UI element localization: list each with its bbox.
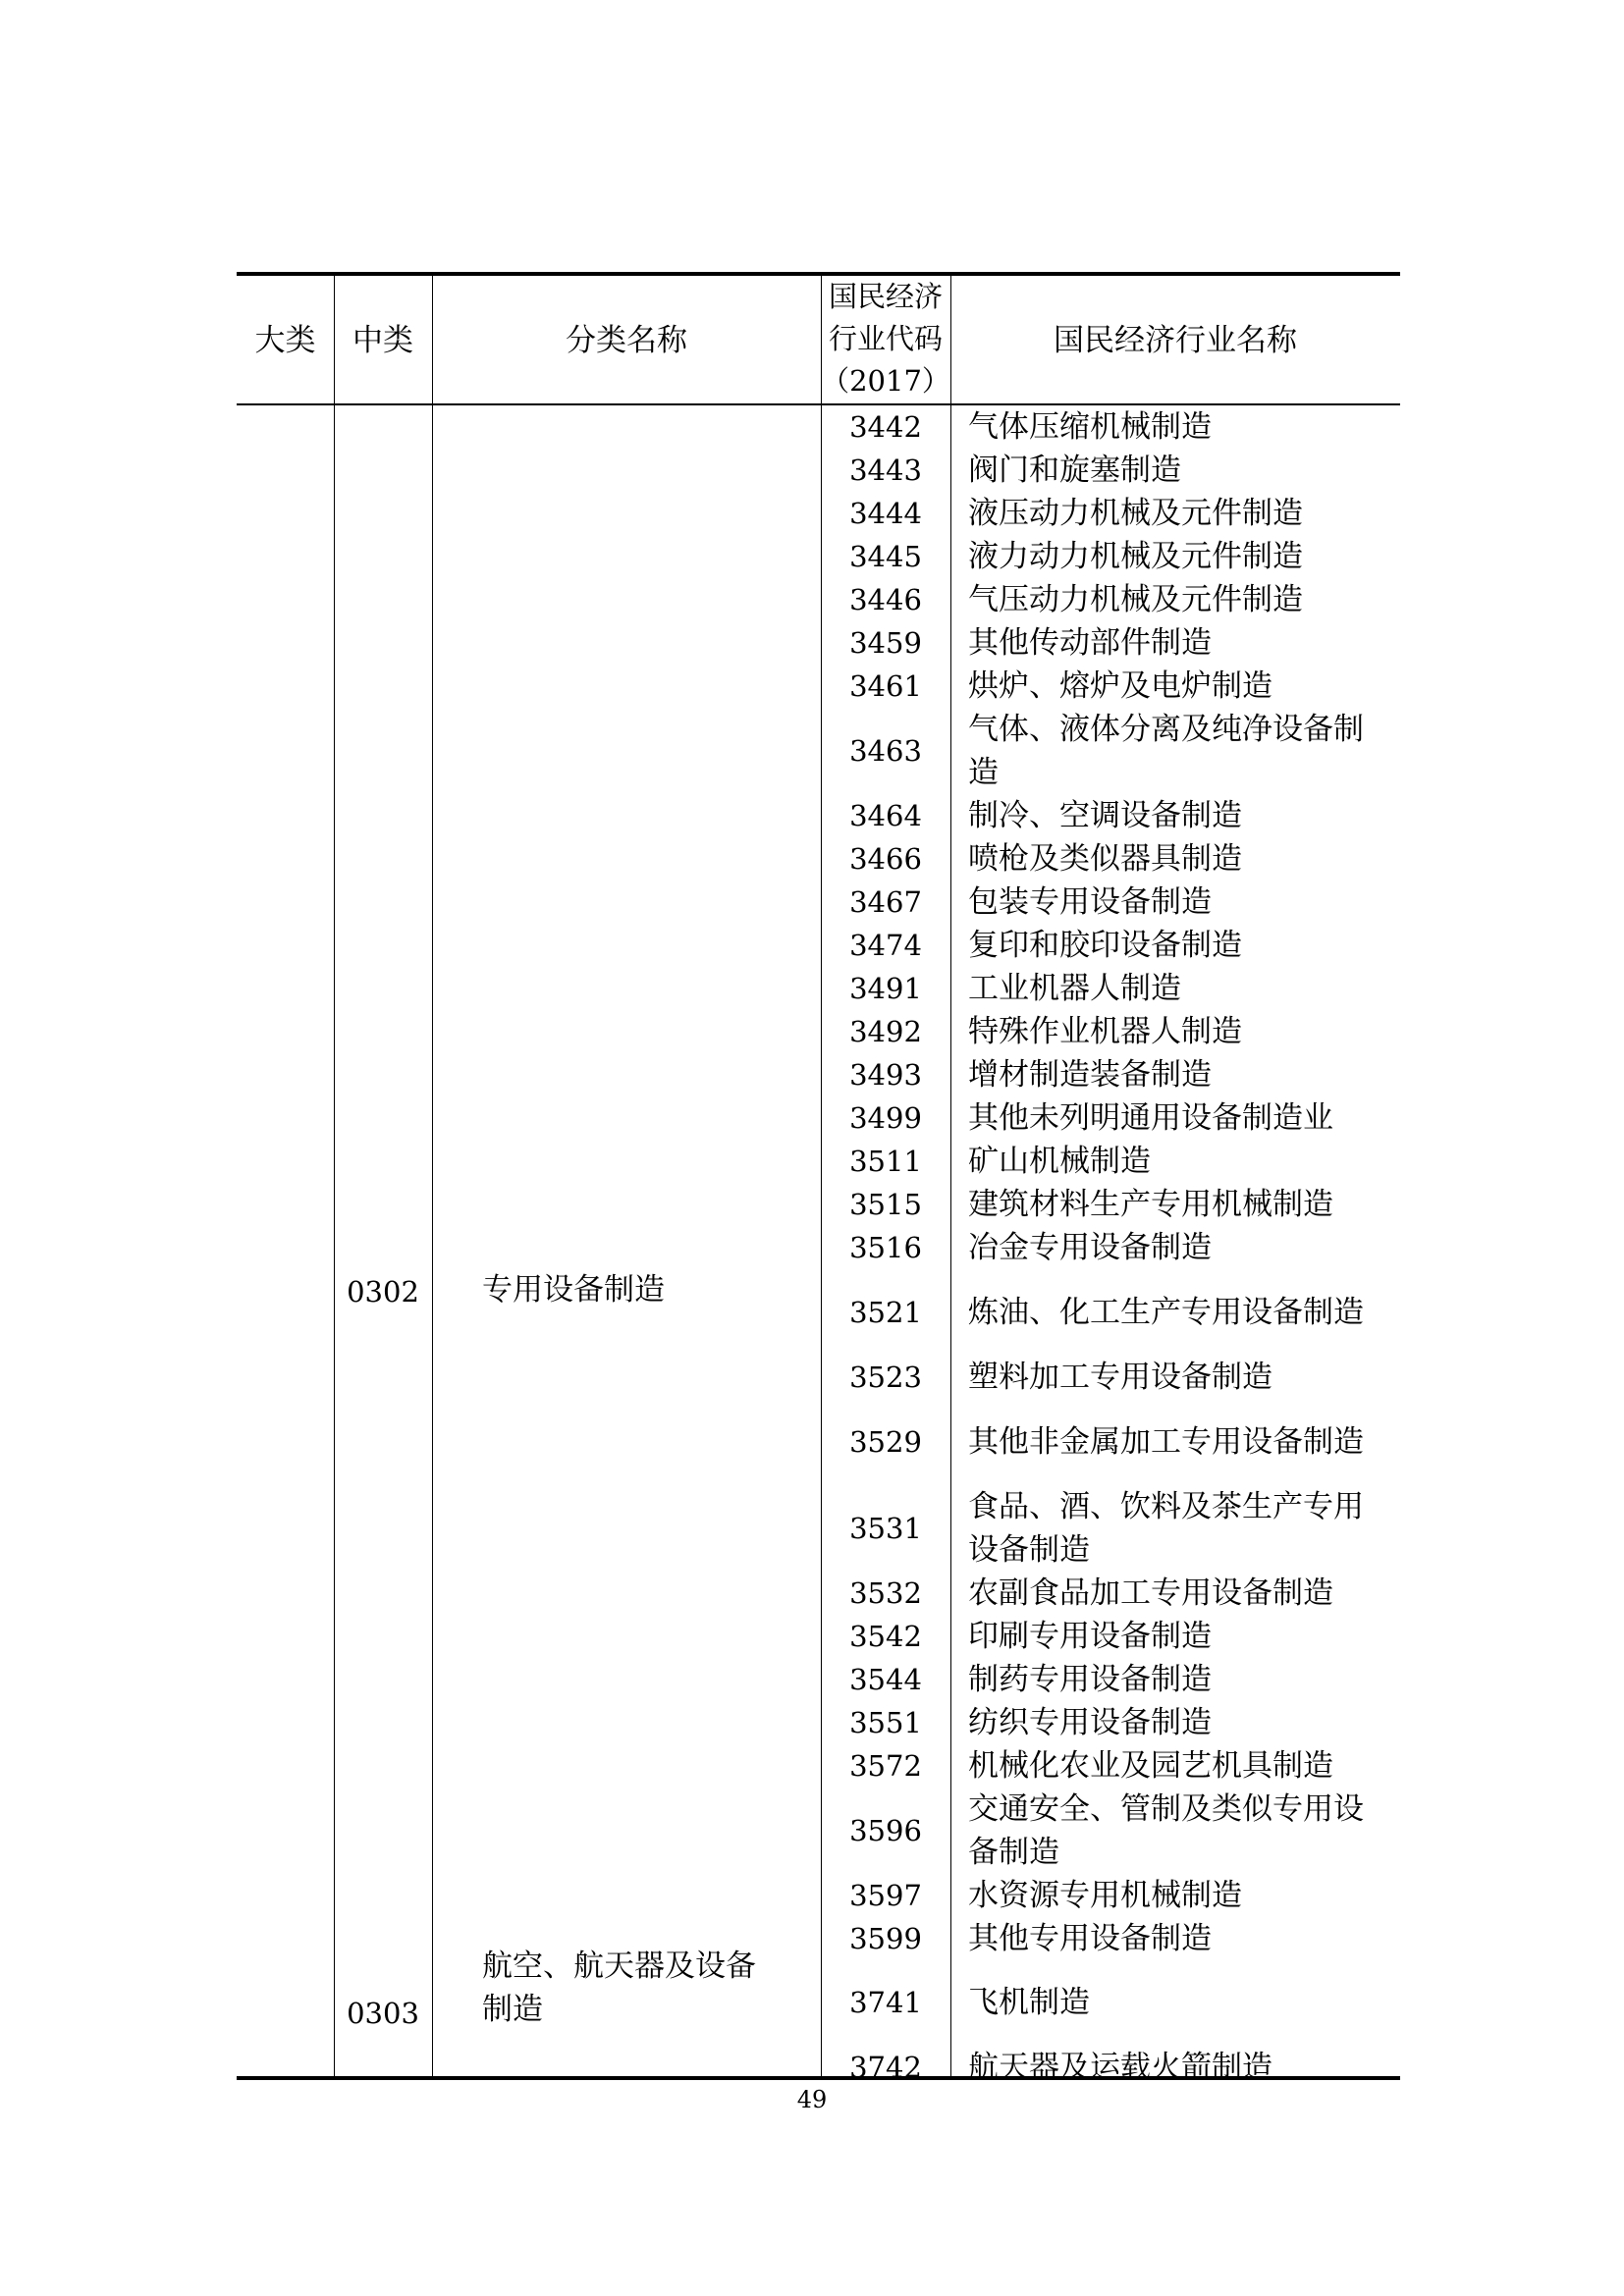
industry-name: 交通安全、管制及类似专用设备制造 <box>968 1791 1364 1870</box>
industry-name: 阀门和旋塞制造 <box>968 453 1181 488</box>
table-row <box>237 1399 1400 1485</box>
header-middle-category: 中类 <box>352 323 413 358</box>
industry-code: 3444 <box>849 497 922 530</box>
header-class-name: 分类名称 <box>566 323 687 358</box>
table-row <box>237 1140 1400 1183</box>
table-row <box>237 578 1400 621</box>
industry-code: 3499 <box>849 1101 922 1135</box>
industry-name: 增材制造装备制造 <box>968 1057 1212 1093</box>
table-row <box>237 621 1400 665</box>
class-name-line2: 制造 <box>482 1992 543 2027</box>
industry-code: 3459 <box>849 626 922 660</box>
industry-name: 航天器及运载火箭制造 <box>968 2049 1272 2085</box>
table-row <box>237 881 1400 924</box>
industry-code: 3529 <box>849 1425 922 1459</box>
table-row <box>237 1096 1400 1140</box>
table-row <box>237 1744 1400 1788</box>
industry-code: 3521 <box>849 1296 922 1329</box>
table-row <box>237 1960 1400 2045</box>
table-row <box>237 1615 1400 1658</box>
industry-code: 3467 <box>849 885 922 919</box>
page-number: 49 <box>796 2086 828 2113</box>
industry-code: 3572 <box>849 1749 922 1783</box>
industry-code: 3466 <box>849 842 922 876</box>
industry-name: 特殊作业机器人制造 <box>968 1014 1242 1049</box>
table-row <box>237 535 1400 578</box>
middle-category-code: 0303 <box>347 1997 419 2030</box>
class-name-line1: 航空、航天器及设备 <box>482 1949 756 1984</box>
industry-code: 3532 <box>849 1576 922 1610</box>
industry-name: 工业机器人制造 <box>968 971 1181 1006</box>
industry-name: 冶金专用设备制造 <box>968 1230 1212 1265</box>
header-code-line3: （2017） <box>821 364 950 398</box>
industry-code: 3741 <box>849 1986 922 2019</box>
table-body <box>237 405 1400 2089</box>
table-row <box>237 1226 1400 1269</box>
industry-code: 3544 <box>849 1663 922 1696</box>
industry-name: 其他传动部件制造 <box>968 625 1212 661</box>
industry-code: 3443 <box>849 454 922 487</box>
table-row <box>237 2045 1400 2089</box>
table-top-rule <box>237 272 1400 276</box>
table-row <box>237 967 1400 1010</box>
table-row <box>237 837 1400 881</box>
industry-code: 3442 <box>849 410 922 444</box>
table-row <box>237 1874 1400 1917</box>
industry-name: 其他非金属加工专用设备制造 <box>968 1424 1364 1460</box>
table-row <box>237 1788 1400 1874</box>
industry-name: 包装专用设备制造 <box>968 884 1212 920</box>
industry-name: 建筑材料生产专用机械制造 <box>968 1187 1333 1222</box>
table-row <box>237 405 1400 449</box>
table-row <box>237 1269 1400 1356</box>
table-row <box>237 492 1400 535</box>
industry-code: 3599 <box>849 1922 922 1955</box>
table-row <box>237 924 1400 967</box>
industry-name: 烘炉、熔炉及电炉制造 <box>968 668 1272 704</box>
table-row <box>237 1183 1400 1226</box>
table-row <box>237 708 1400 794</box>
class-name: 专用设备制造 <box>482 1272 665 1308</box>
industry-name: 制药专用设备制造 <box>968 1662 1212 1697</box>
table-row <box>237 665 1400 708</box>
table-row <box>237 1917 1400 1960</box>
industry-name: 飞机制造 <box>968 1985 1090 2020</box>
header-code-line2: 行业代码 <box>828 322 943 355</box>
industry-code: 3597 <box>849 1879 922 1912</box>
industry-code: 3461 <box>849 669 922 703</box>
industry-name: 制冷、空调设备制造 <box>968 798 1242 833</box>
industry-name: 液力动力机械及元件制造 <box>968 539 1303 574</box>
industry-name: 其他专用设备制造 <box>968 1921 1212 1956</box>
industry-name: 水资源专用机械制造 <box>968 1878 1242 1913</box>
header-industry-name: 国民经济行业名称 <box>1054 323 1297 358</box>
industry-name: 气体、液体分离及纯净设备制造 <box>968 712 1364 790</box>
industry-name: 液压动力机械及元件制造 <box>968 496 1303 531</box>
industry-name: 复印和胶印设备制造 <box>968 928 1242 963</box>
industry-code: 3515 <box>849 1188 922 1221</box>
industry-code: 3523 <box>849 1361 922 1394</box>
industry-code: 3492 <box>849 1015 922 1048</box>
table-row <box>237 1010 1400 1053</box>
table-row <box>237 1485 1400 1572</box>
industry-code: 3511 <box>849 1145 922 1178</box>
industry-name: 喷枪及类似器具制造 <box>968 841 1242 877</box>
industry-name: 农副食品加工专用设备制造 <box>968 1575 1333 1611</box>
industry-code: 3531 <box>849 1512 922 1545</box>
industry-name: 食品、酒、饮料及茶生产专用设备制造 <box>968 1489 1364 1568</box>
table-row <box>237 1658 1400 1701</box>
middle-category-code: 0302 <box>347 1275 419 1308</box>
industry-name: 塑料加工专用设备制造 <box>968 1360 1272 1395</box>
table-row <box>237 449 1400 492</box>
industry-name: 气压动力机械及元件制造 <box>968 582 1303 617</box>
industry-name: 机械化农业及园艺机具制造 <box>968 1748 1333 1784</box>
industry-code: 3516 <box>849 1231 922 1264</box>
industry-name: 纺织专用设备制造 <box>968 1705 1212 1740</box>
industry-code: 3596 <box>849 1814 922 1847</box>
industry-name: 矿山机械制造 <box>968 1144 1151 1179</box>
industry-name: 气体压缩机械制造 <box>968 409 1212 445</box>
industry-name: 印刷专用设备制造 <box>968 1619 1212 1654</box>
table-row <box>237 794 1400 837</box>
table-row <box>237 1572 1400 1615</box>
industry-code: 3446 <box>849 583 922 616</box>
industry-name: 炼油、化工生产专用设备制造 <box>968 1295 1364 1330</box>
industry-code: 3542 <box>849 1620 922 1653</box>
header-code-line1: 国民经济 <box>828 280 943 313</box>
industry-code: 3742 <box>849 2050 922 2084</box>
industry-code: 3551 <box>849 1706 922 1739</box>
industry-code: 3493 <box>849 1058 922 1092</box>
industry-code: 3491 <box>849 972 922 1005</box>
industry-name: 其他未列明通用设备制造业 <box>968 1100 1333 1136</box>
industry-code: 3463 <box>849 734 922 768</box>
industry-code: 3464 <box>849 799 922 832</box>
table-row <box>237 1701 1400 1744</box>
header-major-category: 大类 <box>254 323 316 358</box>
industry-code: 3445 <box>849 540 922 573</box>
industry-code: 3474 <box>849 929 922 962</box>
table-row <box>237 1053 1400 1096</box>
table-row <box>237 1356 1400 1399</box>
